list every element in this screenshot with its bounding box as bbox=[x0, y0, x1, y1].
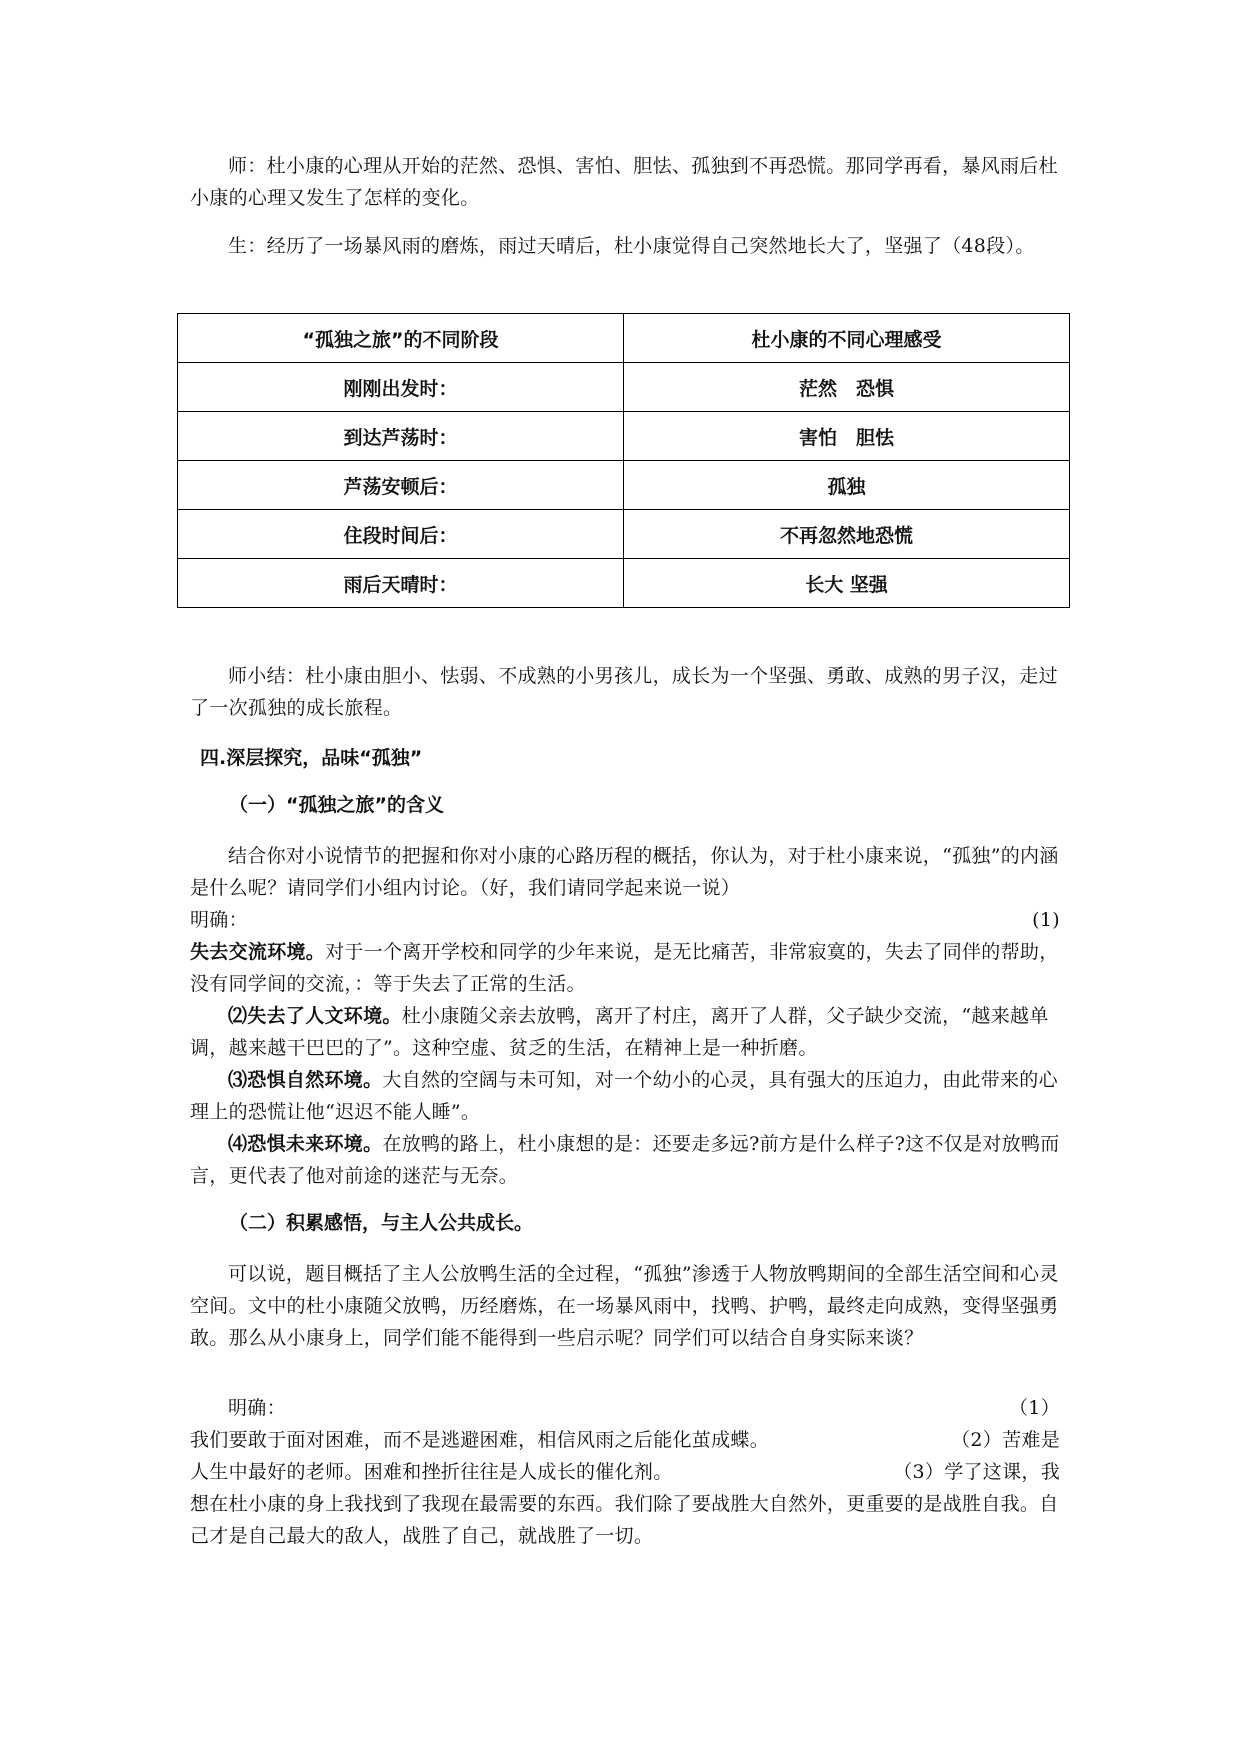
answer-line bbox=[190, 1456, 1060, 1488]
paragraph-discussion-prompt: 结合你对小说情节的把握和你对小康的心路历程的概括，你认为，对于杜小康来说，“孤独”的内涵是什么呢？请同学们小组内讨论。（好，我们请同学起来说一说） bbox=[190, 845, 1059, 899]
section-heading: 四.深层探究，品味“孤独” bbox=[200, 747, 423, 769]
answer-label: 明确： bbox=[190, 909, 248, 931]
list-item-text: 大自然的空阔与未可知，对一个幼小的心灵，具有强大的压迫力，由此带来的心理上的恐慌让他“迟迟不能人睡”。 bbox=[190, 1069, 1058, 1123]
paragraph-teacher-summary: 师小结：杜小康由胆小、怯弱、不成熟的小男孩儿，成长为一个坚强、勇敢、成熟的男子汉，走过了一次孤独的成长旅程。 bbox=[190, 665, 1058, 719]
table-cell: 害怕 胆怯 bbox=[624, 412, 1070, 461]
list-item-title: ⑷恐惧未来环境。 bbox=[228, 1133, 383, 1155]
list-item-text: 在放鸭的路上，杜小康想的是：还要走多远?前方是什么样子?这不仅是对放鸭而言，更代表了他对前途的迷茫与无奈。 bbox=[190, 1133, 1060, 1187]
answer-text: 人生中最好的老师。困难和挫折往往是人成长的催化剂。 bbox=[190, 1461, 673, 1483]
table-header-cell: “孤独之旅”的不同阶段 bbox=[178, 314, 624, 363]
table-cell: 住段时间后： bbox=[178, 510, 624, 559]
table-cell: 不再忽然地恐慌 bbox=[624, 510, 1070, 559]
stages-table bbox=[177, 313, 1070, 608]
table-cell: 雨后天晴时： bbox=[178, 559, 624, 608]
list-item-title: ⑵失去了人文环境。 bbox=[228, 1005, 402, 1027]
list-item-text: 对于一个离开学校和同学的少年来说，是无比痛苦，非常寂寞的，失去了同伴的帮助，没有同学间的交流，：等于失去了正常的生活。 bbox=[190, 941, 1059, 995]
item-number: （2）苦难是 bbox=[951, 1429, 1060, 1451]
list-item-text: 杜小康随父亲去放鸭，离开了村庄，离开了人群，父子缺少交流，“越来越单调，越来越干巴巴的了”。这种空虚、贫乏的生活，在精神上是一种折磨。 bbox=[190, 1005, 1049, 1059]
table-row bbox=[178, 363, 1070, 412]
table-row bbox=[178, 559, 1070, 608]
list-item bbox=[190, 1000, 1060, 1064]
table-cell: 到达芦荡时： bbox=[178, 412, 624, 461]
item-number: (1) bbox=[1032, 909, 1060, 931]
paragraph-teacher-intro: 师：杜小康的心理从开始的茫然、恐惧、害怕、胆怯、孤独到不再恐慌。那同学再看，暴风雨后杜小康的心理又发生了怎样的变化。 bbox=[190, 155, 1058, 209]
table-row bbox=[178, 461, 1070, 510]
answer-label-row bbox=[190, 1392, 1060, 1424]
table-cell: 茫然 恐惧 bbox=[624, 363, 1070, 412]
table-header-row bbox=[178, 314, 1070, 363]
list-item bbox=[190, 936, 1060, 1000]
list-item-title: 失去交流环境。 bbox=[190, 941, 326, 963]
subsection-heading: （二）积累感悟，与主人公共成长。 bbox=[229, 1212, 534, 1234]
table-header-cell: 杜小康的不同心理感受 bbox=[624, 314, 1070, 363]
answer-label-row bbox=[190, 904, 1060, 936]
item-number: （1） bbox=[1009, 1397, 1060, 1419]
table-cell: 芦荡安顿后： bbox=[178, 461, 624, 510]
list-item bbox=[190, 1128, 1060, 1192]
table-cell: 长大 坚强 bbox=[624, 559, 1070, 608]
table-cell: 孤独 bbox=[624, 461, 1070, 510]
table-cell: 刚刚出发时： bbox=[178, 363, 624, 412]
table-row bbox=[178, 510, 1070, 559]
item-number: （3）学了这课，我 bbox=[893, 1461, 1060, 1483]
answer-text: 我们要敢于面对困难，而不是逃避困难，相信风雨之后能化茧成蝶。 bbox=[190, 1429, 770, 1451]
answer-text: 想在杜小康的身上我找到了我现在最需要的东西。我们除了要战胜大自然外，更重要的是战胜自我。自己才是自己最大的敌人，战胜了自己，就战胜了一切。 bbox=[190, 1493, 1059, 1547]
table-row bbox=[178, 412, 1070, 461]
answer-line bbox=[190, 1424, 1060, 1456]
answer-label: 明确： bbox=[228, 1397, 286, 1419]
list-item-title: ⑶恐惧自然环境。 bbox=[228, 1069, 383, 1091]
paragraph-student-answer: 生：经历了一场暴风雨的磨炼，雨过天晴后，杜小康觉得自己突然地长大了，坚强了（48段）。 bbox=[228, 235, 1035, 257]
list-item bbox=[190, 1064, 1060, 1128]
subsection-heading: （一）“孤独之旅”的含义 bbox=[229, 794, 444, 816]
paragraph-reflection-prompt: 可以说，题目概括了主人公放鸭生活的全过程，“孤独”渗透于人物放鸭期间的全部生活空间和心灵空间。文中的杜小康随父放鸭，历经磨炼，在一场暴风雨中，找鸭、护鸭，最终走向成熟，变得坚强勇敢。那么从小康身上，同学们能不能得到一些启示呢？同学们可以结合自身实际来谈？ bbox=[190, 1263, 1059, 1349]
